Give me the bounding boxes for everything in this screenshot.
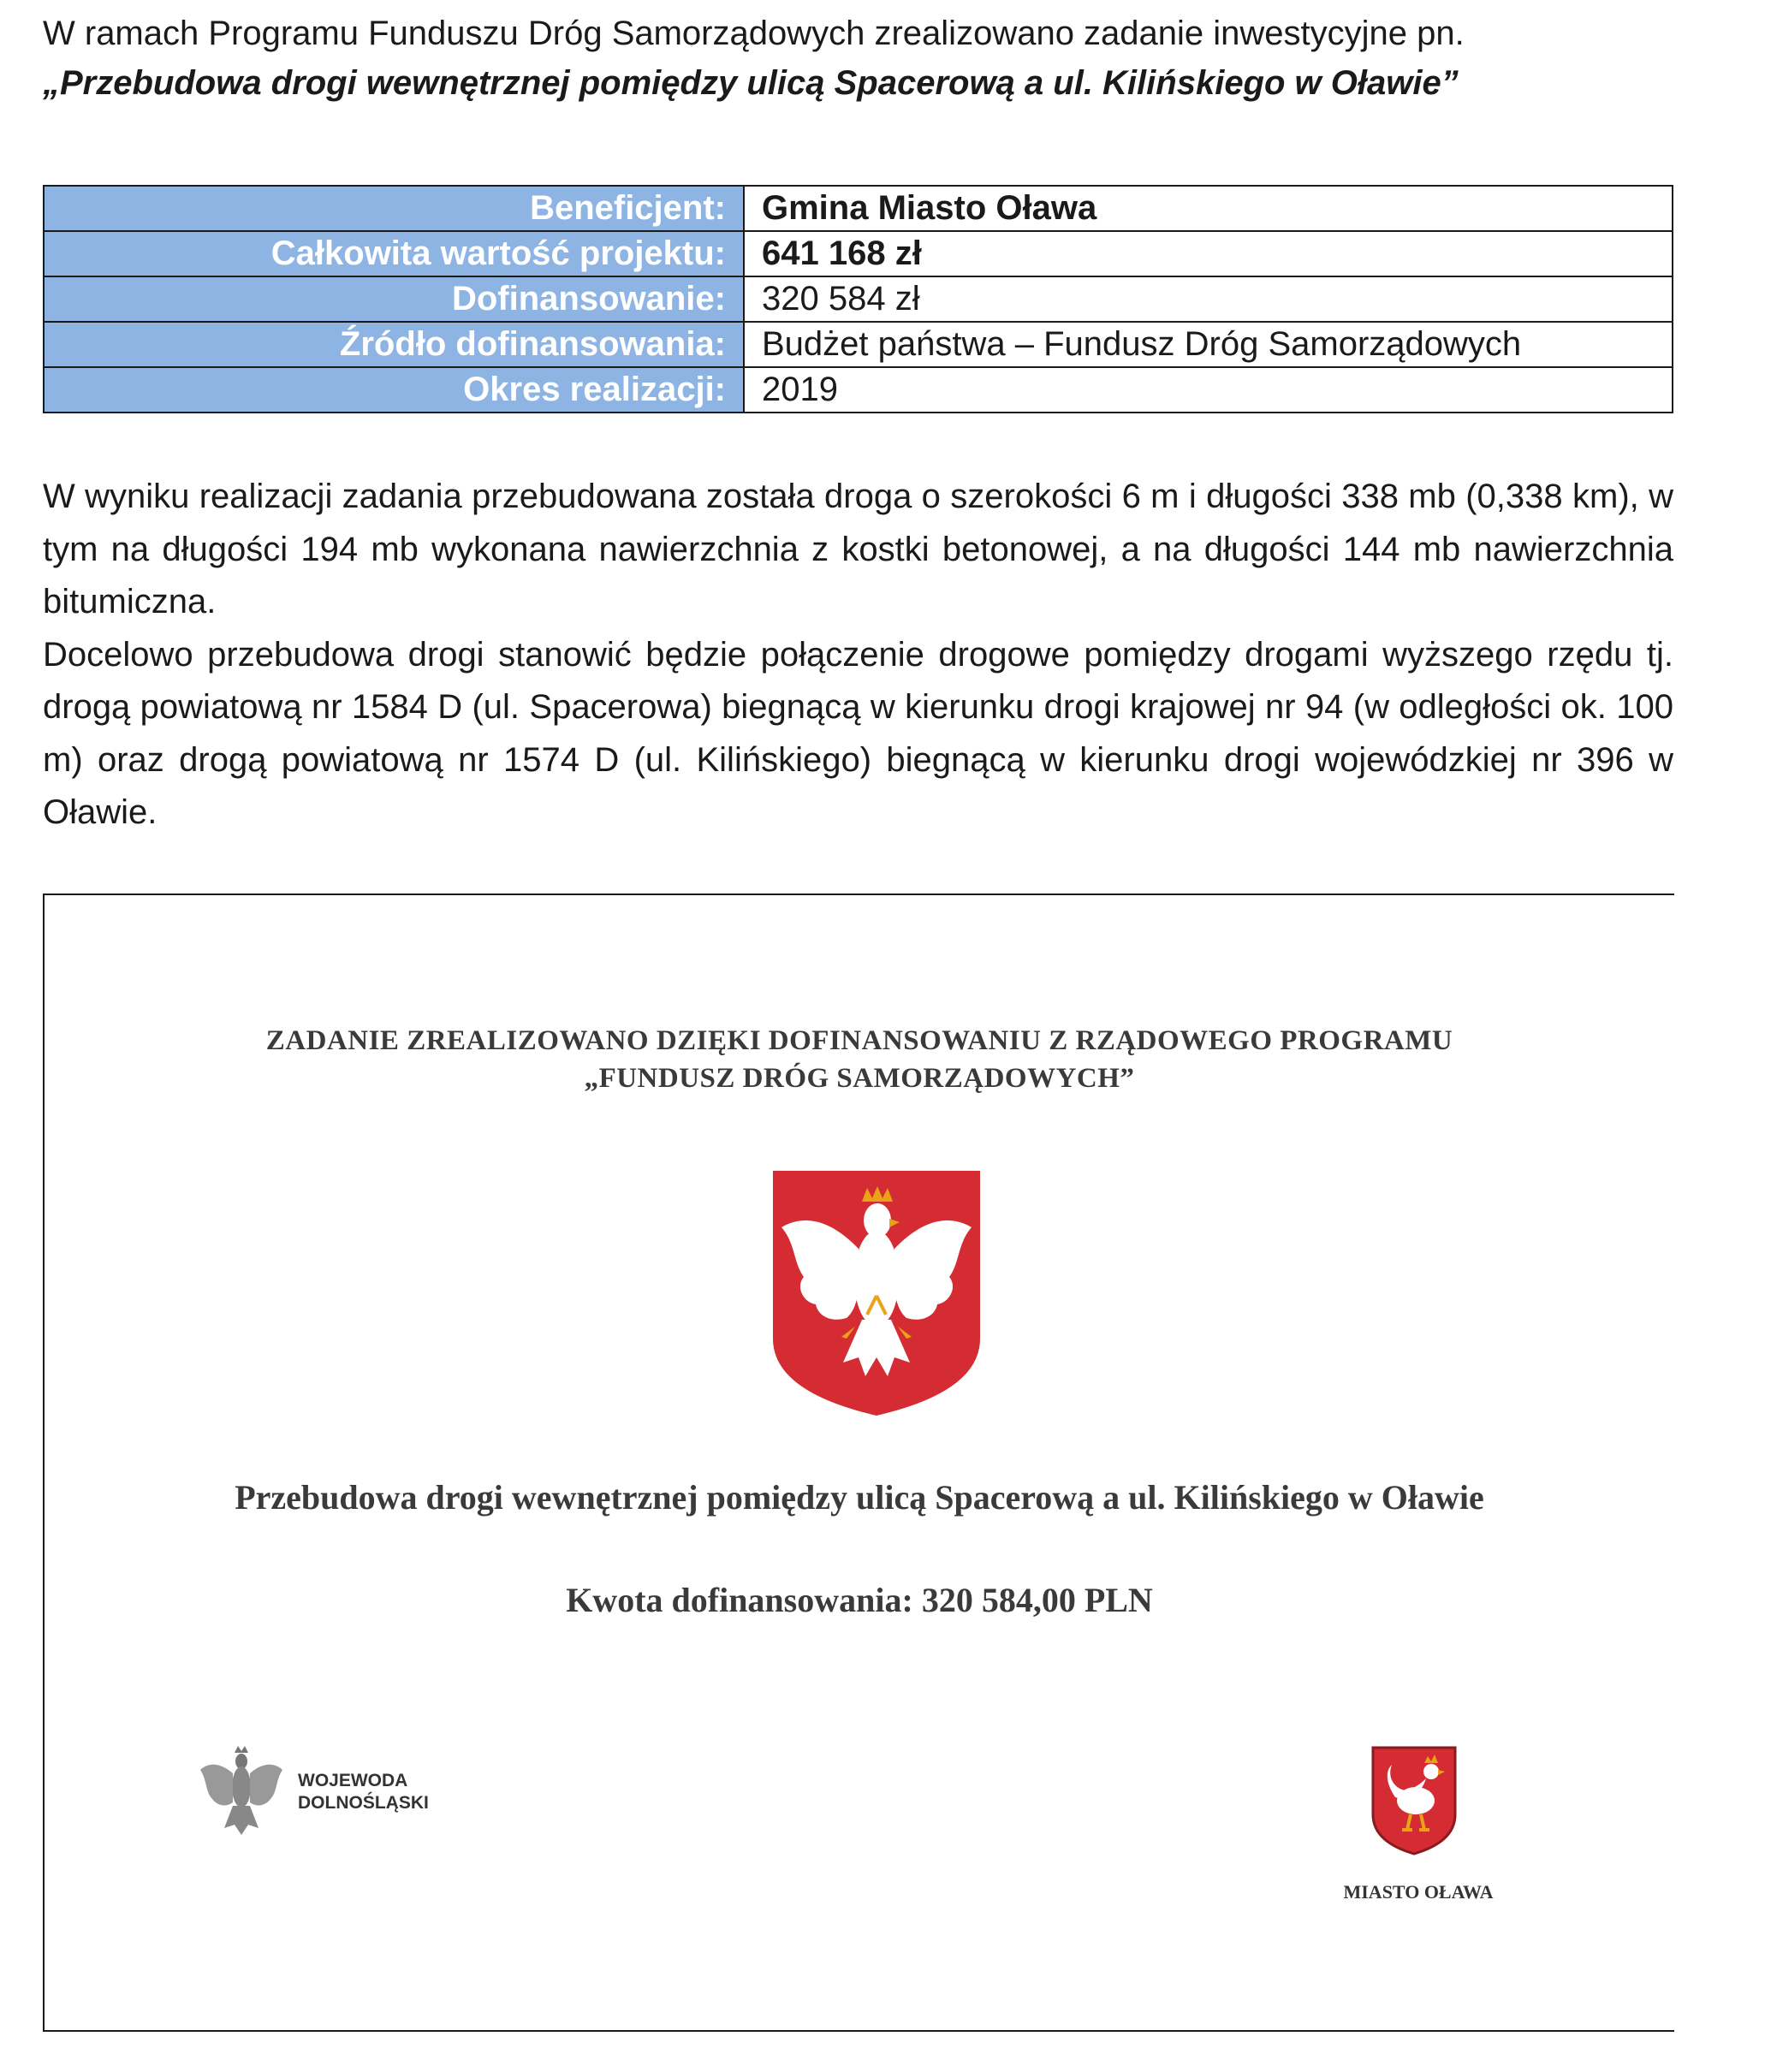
beneficiary-value: Gmina Miasto Oława [744,186,1673,231]
polish-eagle-emblem-icon [770,1167,984,1417]
plaque-heading-line: „FUNDUSZ DRÓG SAMORZĄDOWYCH” [584,1063,1135,1094]
wojewoda-eagle-logo-icon [199,1742,284,1837]
table-row [44,367,1673,413]
plaque-funding-amount: Kwota dofinansowania: 320 584,00 PLN [566,1581,1153,1619]
intro-line: W ramach Programu Funduszu Dróg Samorządowych zrealizowano zadanie inwestycyjne pn. [43,15,1465,52]
wojewoda-label-line: DOLNOŚLĄSKI [298,1793,429,1813]
description-paragraph: W wyniku realizacji zadania przebudowana została droga o szerokości 6 m i długości 338 mb (0,338 km), w tym na długości 194 mb wykonana nawierzchnia z kostki betonowej, a na długości 144 mb nawierzchnia bitumiczna. [43,478,1673,620]
plaque-project-name: Przebudowa drogi wewnętrznej pomiędzy ulicą Spacerową a ul. Kilińskiego w Oławie [235,1478,1484,1517]
project-title: „Przebudowa drogi wewnętrznej pomiędzy ulicą Spacerową a ul. Kilińskiego w Oławie” [43,64,1459,102]
funding-value: 320 584 zł [744,276,1673,322]
total-value-value: 641 168 zł [744,231,1673,276]
information-plaque [43,894,1674,2032]
table-row [44,231,1673,276]
beneficiary-label: Beneficjent: [44,186,744,231]
olawa-rooster-coat-of-arms-icon [1370,1744,1459,1857]
description-paragraph: Docelowo przebudowa drogi stanowić będzie połączenie drogowe pomiędzy drogami wyższego rzędu tj. drogą powiatową nr 1584 D (ul. Spacerowa) biegnącą w kierunku drogi krajowej nr 94 (w odległości ok. 100 m) oraz drogą powiatową nr 1574 D (ul. Kilińskiego) biegnącą w kierunku drogi wojewódzkiej nr 396 w Oławie. [43,635,1673,831]
table-row [44,322,1673,367]
funding-source-value: Budżet państwa – Fundusz Dróg Samorządowych [744,322,1673,367]
period-value: 2019 [744,367,1673,413]
city-label: MIASTO OŁAWA [1343,1881,1494,1903]
intro-paragraph [43,9,1673,108]
wojewoda-label-line: WOJEWODA [298,1771,408,1790]
period-label: Okres realizacji: [44,367,744,413]
funding-source-label: Źródło dofinansowania: [44,322,744,367]
wojewoda-label [298,1770,429,1814]
plaque-heading-line: ZADANIE ZREALIZOWANO DZIĘKI DOFINANSOWANIU Z RZĄDOWEGO PROGRAMU [265,1025,1453,1056]
total-value-label: Całkowita wartość projektu: [44,231,744,276]
funding-label: Dofinansowanie: [44,276,744,322]
table-row [44,186,1673,231]
project-info-table [43,185,1673,413]
table-row [44,276,1673,322]
plaque-heading [45,1022,1674,1097]
description [43,471,1673,840]
